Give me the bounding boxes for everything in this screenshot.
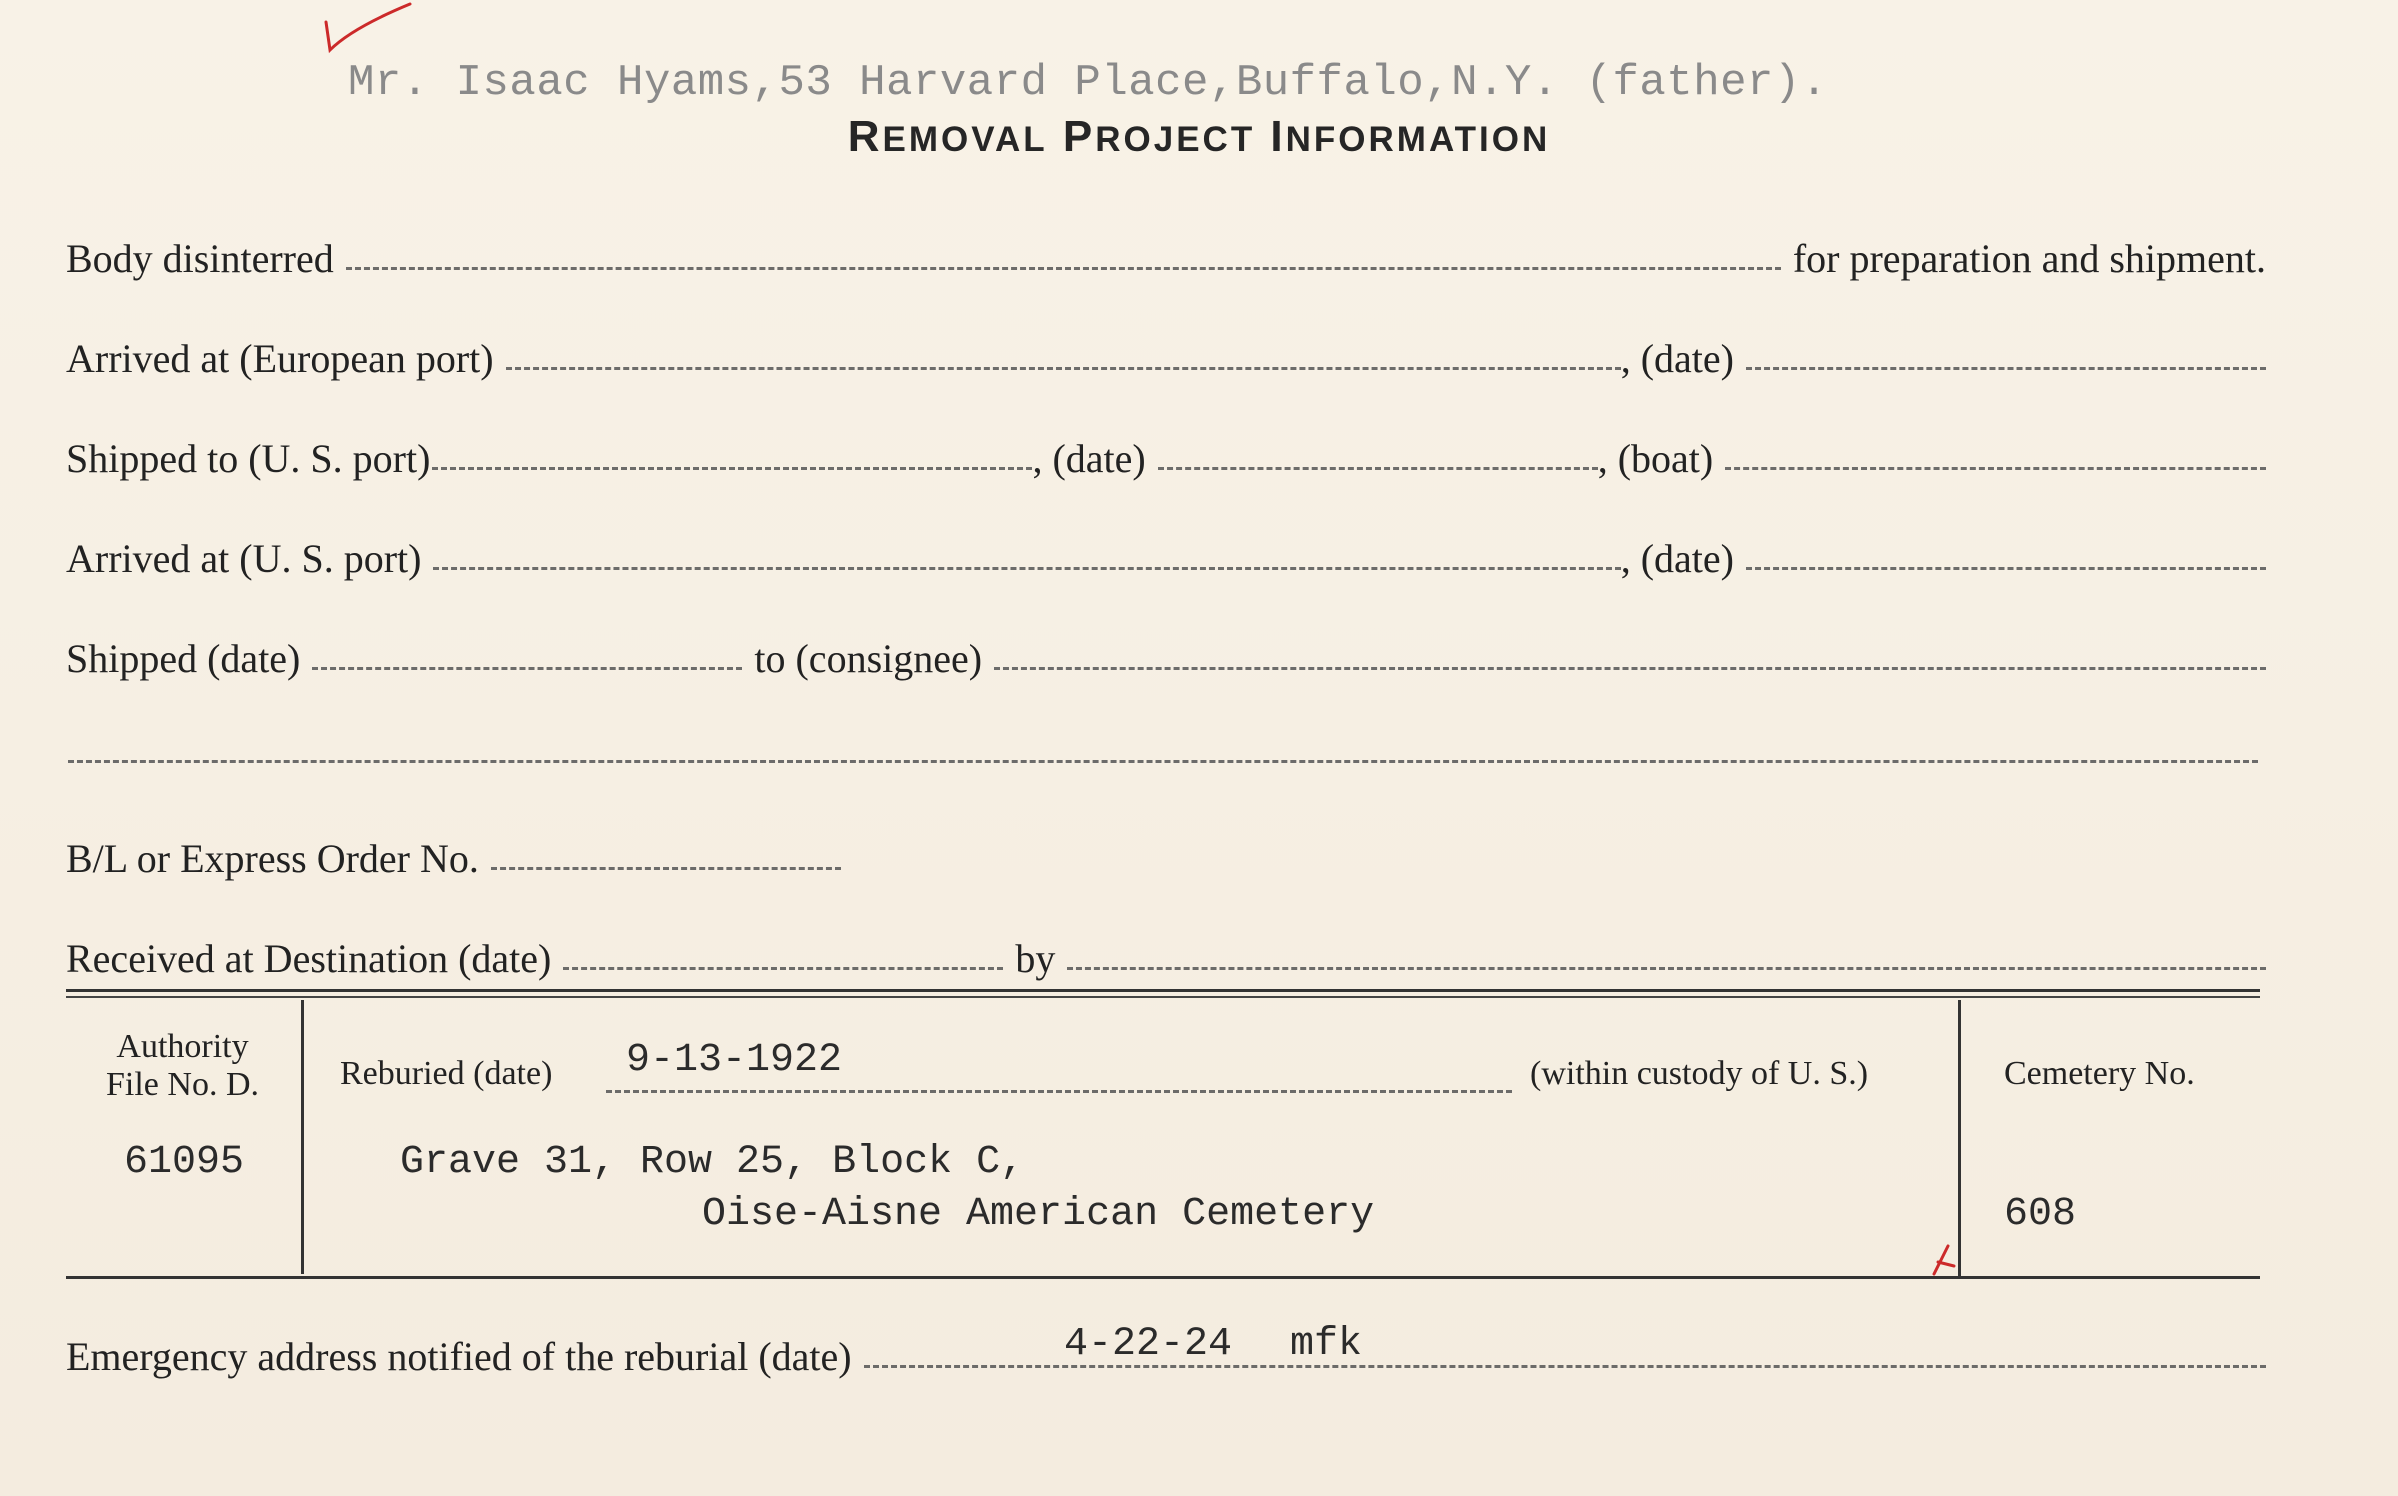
blank-received-by <box>1067 967 2266 970</box>
label-arrived-eu: Arrived at (European port) <box>66 336 494 381</box>
emergency-date-value: 4-22-24 <box>1064 1322 1233 1367</box>
label-shipped-us-date: , (date) <box>1032 436 1146 481</box>
blank-shipped-us-boat <box>1725 467 2266 470</box>
label-shipped-us-boat: , (boat) <box>1597 436 1714 481</box>
blank-arrived-us <box>433 567 1620 570</box>
row-shipped-consignee <box>66 622 2266 682</box>
label-arrived-us-date: , (date) <box>1620 536 1734 581</box>
grave-location-line2: Oise-Aisne American Cemetery <box>702 1192 1375 1237</box>
label-cemetery-no: Cemetery No. <box>2004 1055 2195 1092</box>
authority-file-no: 61095 <box>124 1140 245 1185</box>
authority-header <box>70 1028 295 1104</box>
red-tick-icon <box>1928 1240 1968 1280</box>
row-received <box>66 922 2266 982</box>
check-mark-icon <box>322 0 422 60</box>
blank-shipped-date <box>312 667 742 670</box>
blank-shipped-us-date <box>1158 467 1598 470</box>
blank-reburied-date <box>606 1090 1512 1093</box>
row-arrived-us <box>66 522 2266 582</box>
label-reburied: Reburied (date) <box>340 1055 553 1092</box>
label-body-disinterred: Body disinterred <box>66 236 334 281</box>
row-shipped-us <box>66 422 2266 482</box>
blank-body-disinterred <box>346 267 1781 270</box>
label-received: Received at Destination (date) <box>66 936 552 981</box>
table-divider-right <box>1958 1000 1961 1276</box>
blank-continuation-line <box>68 760 2258 763</box>
label-emergency: Emergency address notified of the reburial (date) <box>66 1334 852 1379</box>
authority-label-1: Authority <box>116 1028 249 1065</box>
blank-bl-order <box>491 867 841 870</box>
row-body-disinterred <box>66 222 2266 282</box>
table-top-rule <box>66 989 2260 992</box>
table-top-rule-2 <box>66 996 2260 998</box>
emergency-initials: mfk <box>1290 1322 1363 1367</box>
cemetery-no-value: 608 <box>2004 1192 2077 1237</box>
blank-arrived-eu-date <box>1746 367 2266 370</box>
label-consignee: to (consignee) <box>754 636 983 681</box>
label-arrived-us: Arrived at (U. S. port) <box>66 536 422 581</box>
label-custody: (within custody of U. S.) <box>1530 1055 1869 1092</box>
label-arrived-eu-date: , (date) <box>1620 336 1734 381</box>
blank-received-date <box>563 967 1003 970</box>
reburied-date-value: 9-13-1922 <box>626 1038 843 1083</box>
label-preparation: for preparation and shipment. <box>1792 236 2266 281</box>
blank-consignee <box>994 667 2266 670</box>
authority-label-2: File No. D. <box>106 1066 259 1103</box>
card-title: REMOVAL PROJECT INFORMATION <box>847 112 1551 161</box>
typed-header: Mr. Isaac Hyams,53 Harvard Place,Buffalo,N.Y. (father). <box>348 58 1828 108</box>
label-shipped-us: Shipped to (U. S. port) <box>66 436 431 481</box>
grave-location-line1: Grave 31, Row 25, Block C, <box>400 1140 1025 1185</box>
label-received-by: by <box>1015 936 1056 981</box>
table-divider-left <box>301 1000 304 1274</box>
blank-arrived-eu <box>506 367 1621 370</box>
label-shipped-date: Shipped (date) <box>66 636 301 681</box>
row-bl-order <box>66 822 2266 882</box>
blank-arrived-us-date <box>1746 567 2266 570</box>
row-arrived-eu <box>66 322 2266 382</box>
label-bl-order: B/L or Express Order No. <box>66 836 479 881</box>
blank-shipped-us <box>432 467 1032 470</box>
